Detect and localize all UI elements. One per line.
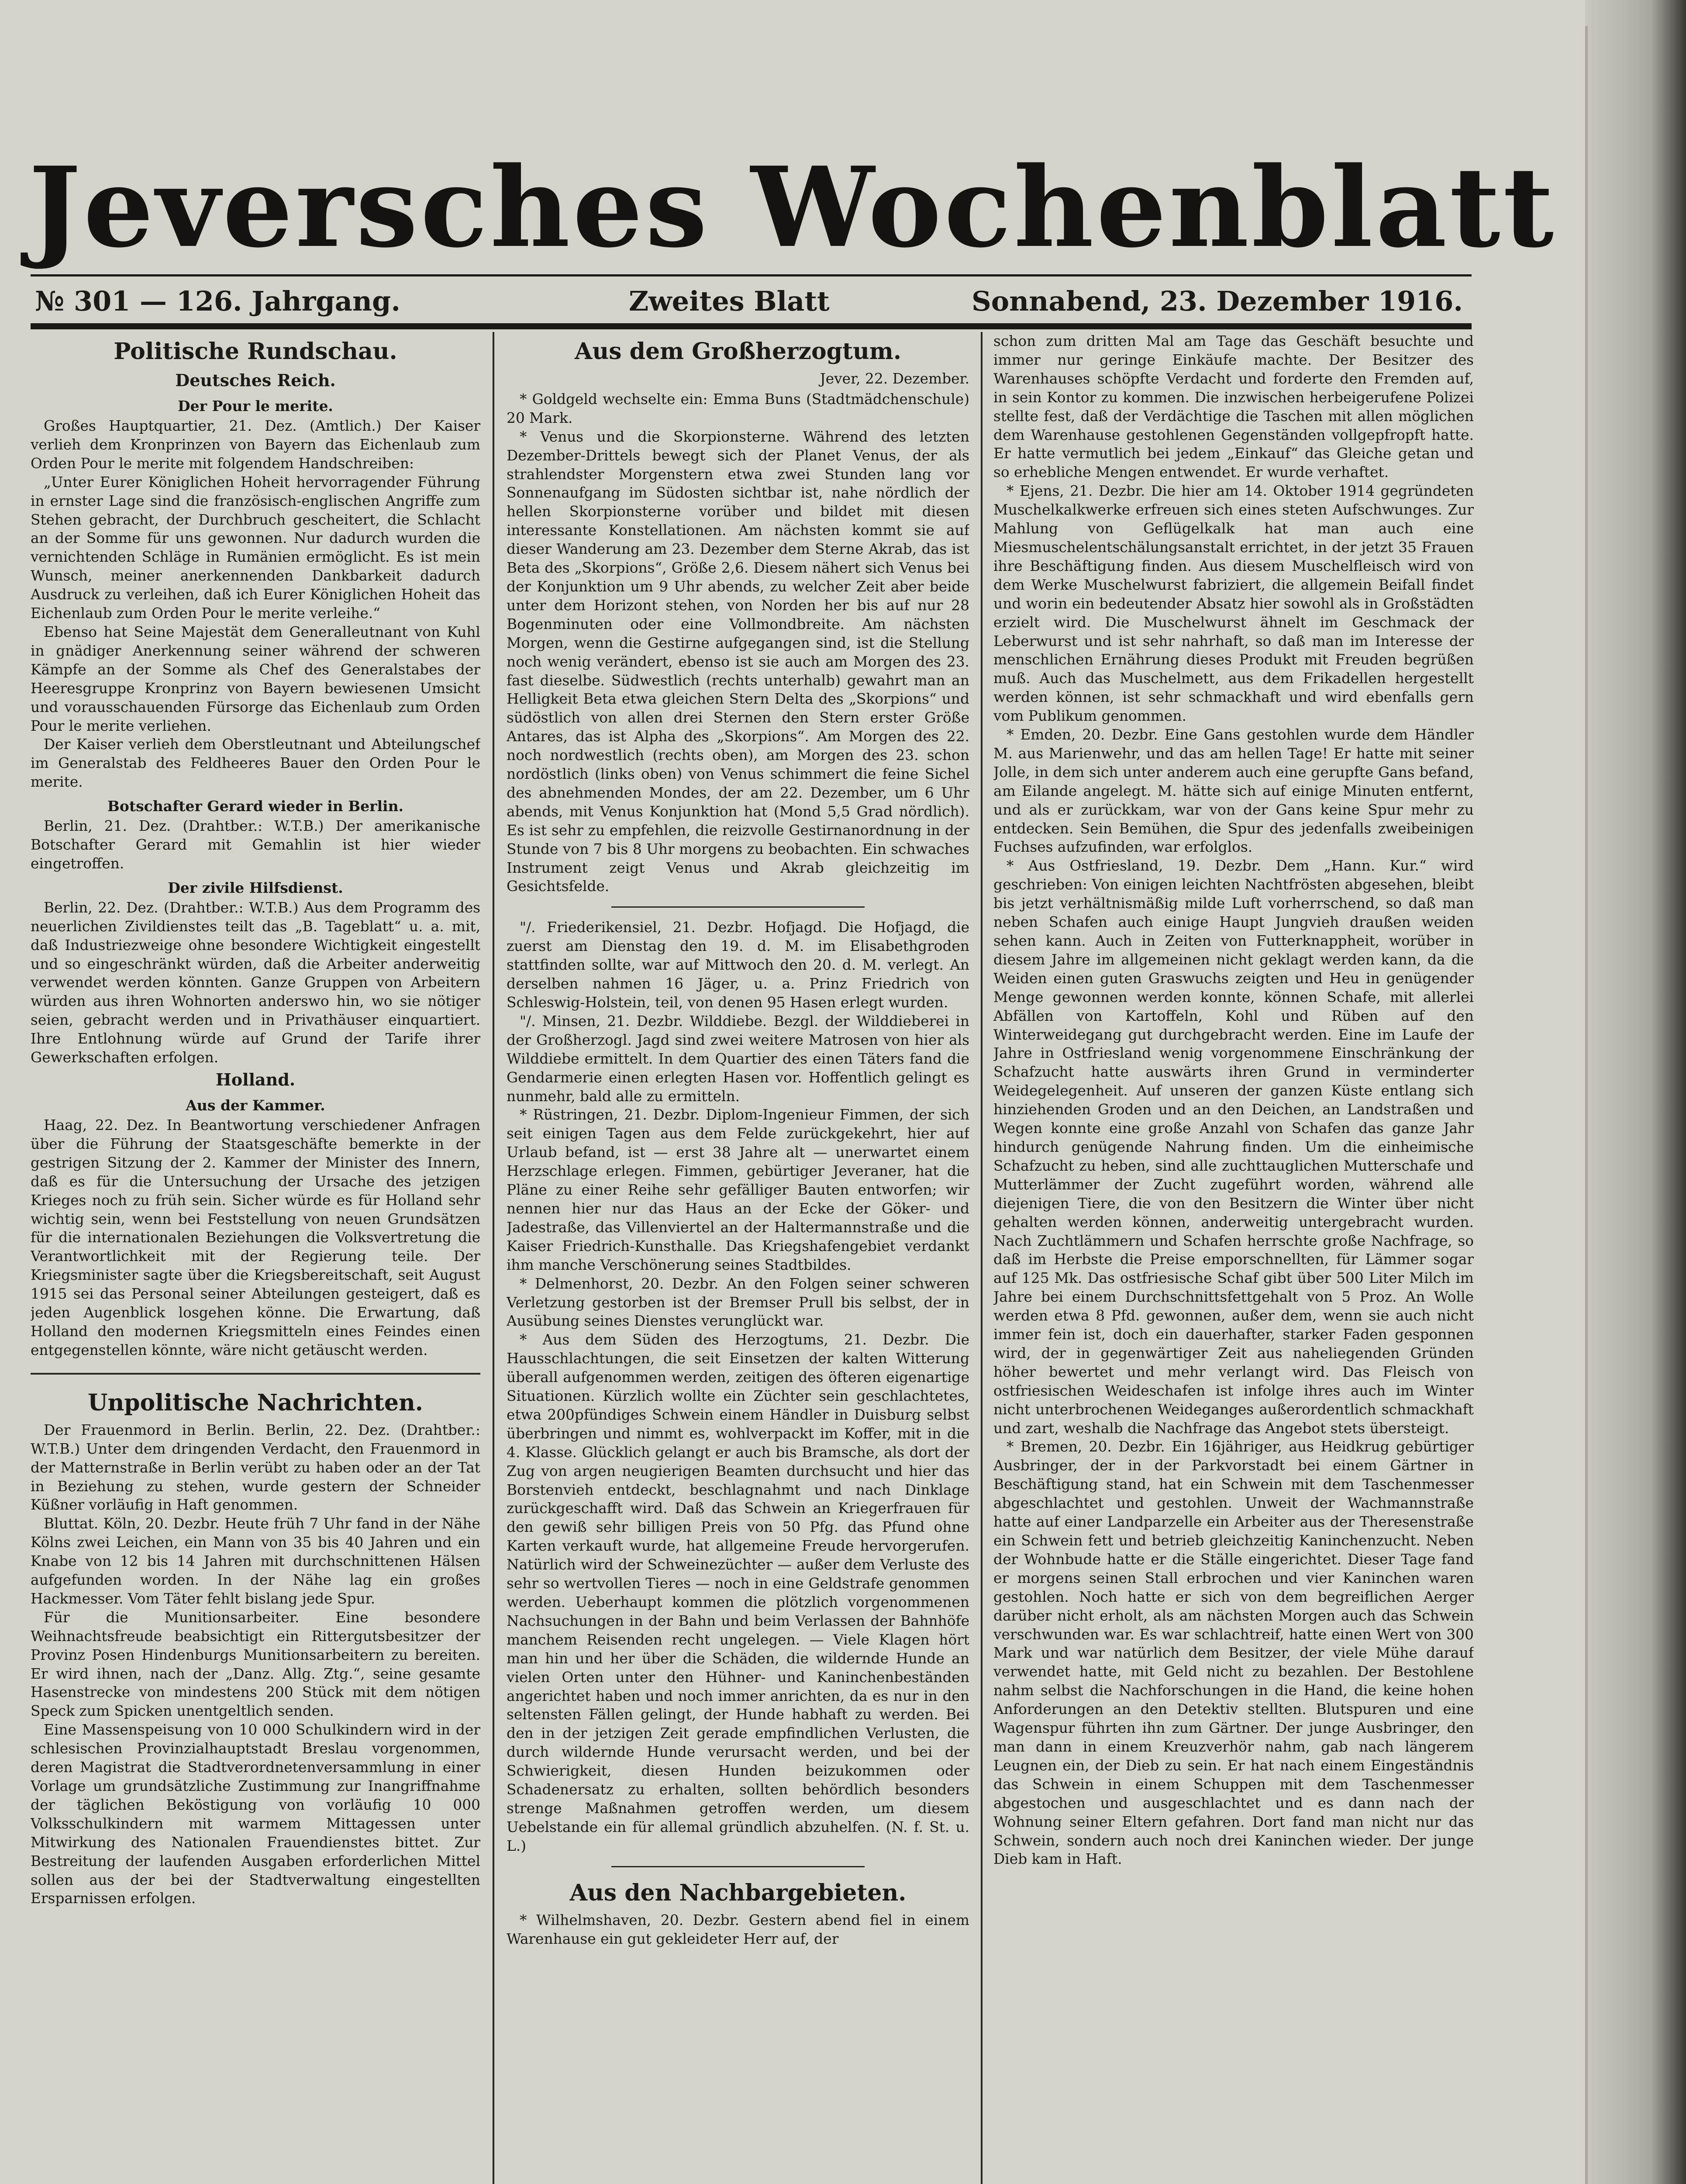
heading-unpolitische-nachrichten: Unpolitische Nachrichten.	[88, 1389, 423, 1416]
article-paragraph: Der Frauenmord in Berlin. Berlin, 22. Dez. (Drahtber.: W.T.B.) Unter dem dringenden Verdacht, den Frauenmord in der Matternstraße in Berlin verübt zu haben oder an der Tat in Beziehung zu stehen, wurde gestern der Schneider Küßner vorläufig in Haft genommen.	[31, 1421, 480, 1514]
column-3	[993, 332, 1474, 2184]
article-paragraph: Ebenso hat Seine Majestät dem Generalleutnant von Kuhl in gnädiger Anerkennung seiner während der schweren Kämpfe an der Somme als Chef des Generalstabes der Heeresgruppe Kronprinz von Bayern bewiesenen Umsicht und vorausschauenden Fürsorge das Eichenlaub zum Orden Pour le merite verliehen.	[31, 623, 480, 734]
issue-info-bar	[35, 280, 1463, 323]
heading-politische-rundschau: Politische Rundschau.	[114, 338, 397, 365]
heading-holland: Holland.	[215, 1070, 296, 1089]
heading-ziviler-hilfsdienst: Der zivile Hilfsdienst.	[168, 879, 343, 896]
heading-pour-le-merite: Der Pour le merite.	[178, 397, 333, 415]
issue-section: Zweites Blatt	[629, 285, 830, 317]
article-paragraph: * Emden, 20. Dezbr. Eine Gans gestohlen wurde dem Händler M. aus Marienwehr, und das am hellen Tage! Er hatte mit seiner Jolle, in dem sich unter anderem auch eine gerupfte Gans befand, am Eilande angelegt. M. hätte sich auf einige Minuten entfernt, und als er zurückkam, war von der Gans keine Spur mehr zu entdecken. Sein Bemühen, die Spur des jedenfalls zweibeinigen Fuchses aufzufinden, war erfolglos.	[993, 726, 1474, 856]
article-paragraph: * Venus und die Skorpionsterne. Während des letzten Dezember-Drittels bewegt sich der Planet Venus, der als strahlendster Morgenstern etwa zwei Stunden lang vor Sonnenaufgang im Südosten sichtbar ist, nahe nördlich der hellen Skorpionsterne vorüber und bildet mit diesen interessante Konstellationen. Am nächsten kommt sie auf dieser Wanderung am 23. Dezember dem Sterne Akrab, das ist Beta des „Skorpions“, Größe 2,6. Diesem nähert sich Venus bei der Konjunktion um 9 Uhr abends, zu welcher Zeit aber beide unter dem Horizont stehen, von Norden her bis auf nur 28 Bogenminuten oder eine Vollmondbreite. Am nächsten Morgen, wenn die Gestirne aufgegangen sind, ist die Stellung noch wenig verändert, ebenso ist sie auch am Morgen des 23. fast dieselbe. Südwestlich (rechts unterhalb) gewahrt man an Helligkeit Beta etwa gleichen Stern Delta des „Skorpions“ und südöstlich von allen drei Sternen den Stern erster Größe Antares, das ist Alpha des „Skorpions“. Am Morgen des 22. noch nordwestlich (rechts oben), am Morgen des 23. schon nordöstlich (links oben) von Venus schimmert die feine Sichel des abnehmenden Mondes, der am 22. Dezember, um 6 Uhr abends, mit Venus Konjunktion hat (Mond 5,5 Grad nördlich). Es ist sehr zu empfehlen, die reizvolle Gestirnanordnung in der Stunde von 7 bis 8 Uhr morgens zu beobachten. Ein schwaches Instrument zeigt Venus und Akrab gleichzeitig im Gesichtsfelde.	[507, 428, 969, 895]
article-paragraph: Berlin, 22. Dez. (Drahtber.: W.T.B.) Aus dem Programm des neuerlichen Zivildienstes teilt das „B. Tageblatt“ u. a. mit, daß Industriezweige ohne besondere Wichtigkeit eingestellt und so eingeschränkt würden, daß die Arbeiter anderweitig verwendet werden könnten. Ganze Gruppen von Arbeitern würden aus ihren Wohnorten anderswo hin, wo sie nötiger seien, gebracht werden und in Privathäuser einquartiert. Ihre Entlohnung würde auf Grund der Tarife ihrer Gewerkschaften erfolgen.	[31, 899, 480, 1066]
article-paragraph: * Aus Ostfriesland, 19. Dezbr. Dem „Hann. Kur.“ wird geschrieben: Von einigen leichten Nachtfrösten abgesehen, bleibt bis jetzt verhältnismäßig milde Luft vorherrschend, so daß man neben Schafen auch einige Haupt Jungvieh draußen weiden sehen kann. Auch in Zeiten von Futterknappheit, worüber in diesem Jahre im allgemeinen nicht geklagt werden kann, da die Weiden einen guten Graswuchs zeigten und Heu in genügender Menge gewonnen werden konnte, können Schafe, mit allerlei Abfällen von Kartoffeln, Kohl und Rüben auf den Winterweidegang gut durchgebracht werden. Eine im Laufe der Jahre in Ostfriesland wenig vorgenommene Einschränkung der Schafzucht hatte auswärts ihren Grund in verminderter Weidegelegenheit. Auf unseren der ganzen Küste entlang sich hinziehenden Groden und an den Deichen, an Landstraßen und Wegen konnte eine große Anzahl von Schafen das ganze Jahr hindurch genügende Nahrung finden. Um die einheimische Schafzucht zu heben, sind alle zuchttauglichen Mutterschafe und Mutterlämmer der Zucht zugeführt worden, während alle diejenigen Tiere, die von den Besitzern die Winter über nicht gehalten werden können, anderweitig untergebracht wurden. Nach Zuchtlämmern und Schafen herrschte große Nachfrage, so daß im Herbste die Preise emporschnellten, für Lämmer sogar auf 125 Mk. Das ostfriesische Schaf gibt über 500 Liter Milch im Jahre bei einem Durchschnittsfettgehalt von 5 Proz. An Wolle werden etwa 8 Pfd. gewonnen, außer dem, wenn sie auch nicht immer fein ist, doch ein dauerhafter, starker Faden gesponnen wird, der in gegenwärtiger Zeit aus naheliegenden Gründen höher bewertet und mehr verlangt wird. Das Fleisch von ostfriesischen Weideschafen ist infolge ihres auch im Winter nicht unterbrochenen Weideganges außerordentlich schmackhaft und zart, weshalb die Nachfrage das Angebot stets übersteigt.	[993, 857, 1474, 1437]
heading-deutsches-reich: Deutsches Reich.	[175, 370, 336, 390]
article-paragraph: "/. Minsen, 21. Dezbr. Wilddiebe. Bezgl. der Wilddieberei in der Großherzogl. Jagd sind zwei weitere Matrosen von hier als Wilddiebe ermittelt. In dem Quartier des einen Täters fand die Gendarmerie einen erlegten Hasen vor. Hoffentlich gelingt es nunmehr, bald alle zu ermitteln.	[507, 1013, 969, 1105]
article-paragraph: Großes Hauptquartier, 21. Dez. (Amtlich.) Der Kaiser verlieh dem Kronprinzen von Bayern das Eichenlaub zum Orden Pour le merite mit folgendem Handschreiben:	[31, 418, 480, 472]
column-divider-2	[981, 332, 983, 2184]
article-paragraph: „Unter Eurer Königlichen Hoheit hervorragender Führung in ernster Lage sind die französisch-englischen Angriffe zum Stehen gebracht, der Durchbruch gescheitert, die Schlacht an der Somme für uns gewonnen. Nur dadurch wurden die vernichtenden Schläge in Rumänien ermöglicht. Es ist mein Wunsch, meiner anerkennenden Dankbarkeit dadurch Ausdruck zu verleihen, daß ich Eurer Königlichen Hoheit das Eichenlaub zum Orden Pour le merite verleihe.“	[31, 473, 480, 622]
heading-aus-der-kammer: Aus der Kammer.	[186, 1097, 325, 1114]
column-divider-1	[493, 332, 494, 2184]
article-paragraph: Bluttat. Köln, 20. Dezbr. Heute früh 7 Uhr fand in der Nähe Kölns zwei Leichen, ein Mann von 35 bis 40 Jahren und ein Knabe von 12 bis 14 Jahren mit durchschnittenen Hälsen aufgefunden worden. In der Nähe lag ein großes Hackmesser. Vom Täter fehlt bislang jede Spur.	[31, 1515, 480, 1607]
article-divider	[611, 1866, 865, 1867]
article-divider	[611, 906, 865, 908]
section-divider	[31, 1373, 480, 1375]
article-paragraph: Der Kaiser verlieh dem Oberstleutnant und Abteilungschef im Generalstab des Feldheeres Bauer den Orden Pour le merite.	[31, 736, 480, 791]
article-paragraph: * Ejens, 21. Dezbr. Die hier am 14. Oktober 1914 gegründeten Muschelkalkwerke erfreuen sich eines steten Aufschwunges. Zur Mahlung von Geflügelkalk hat man auch eine Miesmuschelentschälungsanstalt errichtet, in der jetzt 35 Frauen ihre Beschäftigung finden. Aus diesem Muschelfleisch wird von dem Werke Muschelwurst fabriziert, die allgemein Beifall findet und worin ein bedeutender Absatz hier sowohl als in Großstädten erzielt wird. Die Muschelwurst ähnelt im Geschmack der Leberwurst und ist sehr nahrhaft, so daß man im Interesse der menschlichen Ernährung dieses Produkt mit Freuden begrüßen muß. Auch das Muschelmett, aus dem Frikadellen hergestellt werden können, ist sehr schmackhaft und wird ebenfalls gern vom Publikum genommen.	[993, 483, 1474, 725]
column-1	[31, 332, 480, 2184]
article-paragraph: "/. Friederikensiel, 21. Dezbr. Hofjagd. Die Hofjagd, die zuerst am Dienstag den 19. d. M. im Elisabethgroden stattfinden sollte, war auf Mittwoch den 20. d. M. verlegt. An derselben nahmen 16 Jäger, u. a. Prinz Friedrich von Schleswig-Holstein, teil, von denen 95 Hasen erlegt wurden.	[507, 919, 969, 1011]
page-fold	[1585, 26, 1640, 2184]
article-paragraph: Für die Munitionsarbeiter. Eine besondere Weihnachtsfreude beabsichtigt ein Rittergutsbesitzer der Provinz Posen Hindenburgs Munitionsarbeitern zu bereiten. Er wird ihnen, nach der „Danz. Allg. Ztg.“, seine gesamte Hasenstrecke von mindestens 200 Stück mit dem nötigen Speck zum Spicken unentgeltlich senden.	[31, 1609, 480, 1720]
article-paragraph: schon zum dritten Mal am Tage das Geschäft besuchte und immer nur geringe Einkäufe machte. Der Besitzer des Warenhauses schöpfte Verdacht und forderte den Fremden auf, in sein Kontor zu kommen. Die inzwischen herbeigerufene Polizei stellte fest, daß der Verdächtige die Taschen mit allen möglichen dem Warenhause gestohlenen Gegenständen vollgepfropft hatte. Er hatte vermutlich bei jedem „Einkauf“ das Gleiche getan und so erhebliche Mengen entwendet. Er wurde verhaftet.	[993, 333, 1474, 481]
article-paragraph: * Aus dem Süden des Herzogtums, 21. Dezbr. Die Hausschlachtungen, die seit Einsetzen der kalten Witterung überall aufgenommen werden, zeitigen des öfteren eigenartige Situationen. Kürzlich wollte ein Züchter sein geschlachtetes, etwa 200pfündiges Schwein einem Händler in Duisburg selbst überbringen und nimmt es, wohlverpackt im Koffer, mit in die 4. Klasse. Glücklich gelangt er auch bis Bramsche, als dort der Zug von argen neugierigen Beamten durchsucht und hier das Borstenvieh entdeckt, beschlagnahmt und nach Dinklage zurückgeschafft wird. Daß das Schwein an Kriegerfrauen für den gewiß sehr billigen Preis von 50 Pfg. das Pfund ohne Karten verkauft wurde, hat allgemeine Freude hervorgerufen. Natürlich wird der Schweinezüchter — außer dem Verluste des sehr so wertvollen Tieres — noch in eine Geldstrafe genommen werden. Ueberhaupt kommen die plötzlich vorgenommenen Nachsuchungen in der Bahn und beim Verlassen der Bahnhöfe manchem Reisenden recht ungelegen. — Viele Klagen hört man hin und her über die Schäden, die wildernde Hunde an vielen Orten unter den Hühner- und Kaninchenbeständen angerichtet haben und noch immer anrichten, da es nur in den seltensten Fällen gelingt, der Hunde habhaft zu werden. Bei den in der jetzigen Zeit gerade empfindlichen Verlusten, die durch wildernde Hunde verursacht werden, und bei der Schwierigkeit, diesen Hunden beizukommen oder Schadenersatz zu erhalten, sollten behördlich besonders strenge Maßnahmen getroffen werden, um diesem Uebelstande ein für allemal gründlich abzuhelfen. (N. f. St. u. L.)	[507, 1331, 969, 1854]
article-paragraph: Haag, 22. Dez. In Beantwortung verschiedener Anfragen über die Führung der Staatsgeschäfte bemerkte in der gestrigen Sitzung der 2. Kammer der Minister des Innern, daß es für die Untersuchung der Ursache des jetzigen Krieges noch zu früh sein. Sicher würde es für Holland sehr wichtig sein, wenn bei Feststellung von neuen Grundsätzen für die internationalen Beziehungen die Volksvertretung die Verantwortlichkeit mit der Regierung teile. Der Kriegsminister sagte über die Kriegsbereitschaft, seit August 1915 sei das Personal seiner Abteilungen gesteigert, daß es jeden Augenblick losgehen könne. Die Erwartung, daß Holland den modernen Kriegsmitteln eines Feindes einen entgegenstellen könnte, wäre nicht getäuscht werden.	[31, 1117, 480, 1358]
column-2	[507, 332, 969, 2184]
heading-aus-den-nachbargebieten: Aus den Nachbargebieten.	[569, 1879, 907, 1906]
issue-number: № 301 — 126. Jahrgang.	[35, 285, 400, 317]
masthead-title: Jeversches Wochenblatt	[28, 143, 1557, 272]
issue-date: Sonnabend, 23. Dezember 1916.	[972, 285, 1463, 317]
page-edge-shadow	[1585, 0, 1686, 2184]
article-paragraph: * Rüstringen, 21. Dezbr. Diplom-Ingenieur Fimmen, der sich seit einigen Tagen aus dem Felde zurückgekehrt, hier auf Urlaub befand, ist — erst 38 Jahre alt — unerwartet einem Herzschlage erlegen. Fimmen, gebürtiger Jeveraner, hat die Pläne zu einer Reihe sehr gefälliger Bauten entworfen; wir nennen hier nur das Haus an der Ecke der Göker- und Jadestraße, das Villenviertel an der Haltermannstraße und die Kaiser Friedrich-Kunsthalle. Das Kriegshafengebiet verdankt ihm manche Verschönerung seines Stadtbildes.	[507, 1106, 969, 1273]
article-paragraph: * Goldgeld wechselte ein: Emma Buns (Stadtmädchenschule) 20 Mark.	[507, 390, 969, 426]
article-paragraph: * Wilhelmshaven, 20. Dezbr. Gestern abend fiel in einem Warenhause ein gut gekleideter Herr auf, der	[507, 1911, 969, 1947]
article-paragraph: * Delmenhorst, 20. Dezbr. An den Folgen seiner schweren Verletzung gestorben ist der Bremser Prull bis selbst, der in Ausübung seines Dienstes verunglückt war.	[507, 1275, 969, 1330]
infobar-rule-bottom	[31, 323, 1472, 329]
dateline: Jever, 22. Dezember.	[820, 370, 969, 387]
article-paragraph: Berlin, 21. Dez. (Drahtber.: W.T.B.) Der amerikanische Botschafter Gerard mit Gemahlin ist hier wieder eingetroffen.	[31, 818, 480, 872]
heading-botschafter-gerard: Botschafter Gerard wieder in Berlin.	[107, 798, 404, 815]
article-paragraph: * Bremen, 20. Dezbr. Ein 16jähriger, aus Heidkrug gebürtiger Ausbringer, der in der Parkvorstadt bei einem Gärtner in Beschäftigung stand, hat ein Schwein mit dem Taschenmesser abgeschlachtet und gestohlen. Unweit der Wachmannstraße hatte auf einer Landparzelle ein Arbeiter aus der Theresenstraße ein Schwein fett und betrieb gleichzeitig Kaninchenzucht. Neben der Wohnbude hatte er die Ställe eingerichtet. Dieser Tage fand er morgens seinen Stall erbrochen und vier Kaninchen waren gestohlen. Noch hatte er sich von dem begreiflichen Aerger darüber nicht erholt, als am nächsten Morgen auch das Schwein verschwunden war. Es war schlachtreif, hatte einen Wert von 300 Mark und war natürlich dem Besitzer, der viele Mühe darauf verwendet hatte, mit Geld nicht zu bezahlen. Der Bestohlene nahm selbst die Nachforschungen in die Hand, die keine hohen Anforderungen an den Detektiv stellten. Blutspuren und eine Wagenspur führten ihn zum Gärtner. Der junge Ausbringer, den man dann in einem Kreuzverhör nahm, gab nach längerem Leugnen ein, der Dieb zu sein. Er hat nach einem Eingeständnis das Schwein in einem Schuppen mit dem Taschenmesser abgestochen und ausgeschlachtet und es dann nach der Wohnung seiner Eltern gefahren. Dort fand man nicht nur das Schwein, sondern auch noch drei Kaninchen wieder. Der junge Dieb kam in Haft.	[993, 1438, 1474, 1868]
masthead-rule-top	[31, 274, 1472, 276]
heading-aus-dem-grossherzogtum: Aus dem Großherzogtum.	[575, 338, 901, 365]
article-paragraph: Eine Massenspeisung von 10 000 Schulkindern wird in der schlesischen Provinzialhauptstadt Breslau vorgenommen, deren Magistrat die Stadtverordnetenversammlung in einer Vorlage um grundsätzliche Zustimmung zur Inangriffnahme der täglichen Beköstigung von vorläufig 10 000 Volksschulkindern mit warmem Mittagessen unter Mitwirkung des Nationalen Frauendienstes bittet. Zur Bestreitung der laufenden Ausgaben erforderlichen Mittel sollen aus der bei der Stadtverwaltung eingestellten Ersparnissen erfolgen.	[31, 1721, 480, 1907]
